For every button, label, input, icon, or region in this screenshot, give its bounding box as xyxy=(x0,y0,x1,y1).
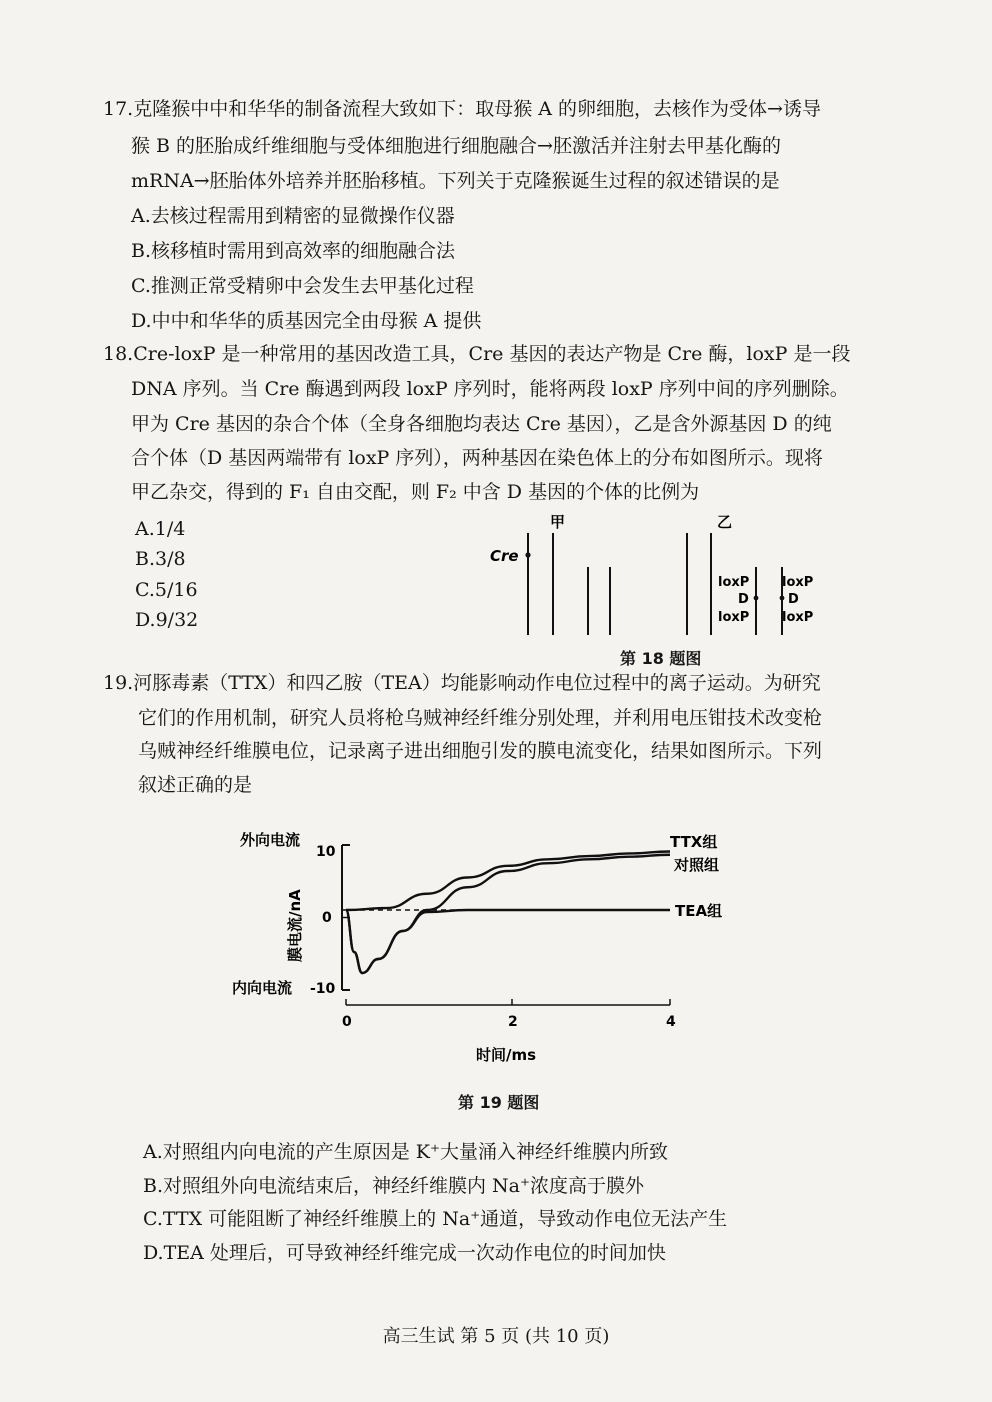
series-control-line xyxy=(346,855,670,973)
inward-current-label: 内向电流 xyxy=(232,979,293,997)
q19-current-chart xyxy=(220,820,760,1080)
y-tick-label-0: 0 xyxy=(322,910,332,926)
loxp-label-2: loxP xyxy=(718,610,750,625)
label-jia: 甲 xyxy=(550,513,566,531)
q17-option-b: B.核移植时需用到高效率的细胞融合法 xyxy=(131,240,456,262)
outward-current-label: 外向电流 xyxy=(240,831,301,849)
q18-figure-caption: 第 18 题图 xyxy=(620,649,702,668)
q17-stem-line2: 猴 B 的胚胎成纤维细胞与受体细胞进行细胞融合→胚激活并注射去甲基化酶的 xyxy=(131,135,781,157)
y-tick-label-10: 10 xyxy=(316,844,336,860)
q19-stem-line4: 叙述正确的是 xyxy=(138,774,253,796)
q19-option-d: D.TEA 处理后，可导致神经纤维完成一次动作电位的时间加快 xyxy=(143,1242,666,1264)
q18-stem-line1: 18.Cre-loxP 是一种常用的基因改造工具，Cre 基因的表达产物是 Cre 酶，loxP 是一段 xyxy=(103,343,851,365)
q18-option-a: A.1/4 xyxy=(135,518,186,540)
loxp-label-1: loxP xyxy=(718,575,750,590)
d-locus-dot-right xyxy=(780,596,785,601)
legend-control: 对照组 xyxy=(674,856,720,874)
label-cre: Cre xyxy=(490,547,519,565)
q19-option-b: B.对照组外向电流结束后，神经纤维膜内 Na⁺浓度高于膜外 xyxy=(143,1175,645,1197)
loxp-label-3: loxP xyxy=(782,575,814,590)
page-footer: 高三生试 第 5 页 (共 10 页) xyxy=(382,1326,610,1347)
q18-option-c: C.5/16 xyxy=(135,579,198,601)
q18-stem-line4: 合个体（D 基因两端带有 loxP 序列），两种基因在染色体上的分布如图所示。现将 xyxy=(131,447,823,469)
series-tea-line xyxy=(346,910,670,973)
x-tick-label-2: 2 xyxy=(508,1014,518,1030)
d-label-right: D xyxy=(788,592,799,607)
q17-option-a: A.去核过程需用到精密的显微操作仪器 xyxy=(131,205,455,227)
y-axis-title: 膜电流/nA xyxy=(286,889,304,962)
q19-option-c: C.TTX 可能阻断了神经纤维膜上的 Na⁺通道，导致动作电位无法产生 xyxy=(143,1208,728,1230)
loxp-label-4: loxP xyxy=(782,610,814,625)
d-label-left: D xyxy=(738,592,749,607)
q18-option-b: B.3/8 xyxy=(135,548,186,570)
q19-option-a: A.对照组内向电流的产生原因是 K⁺大量涌入神经纤维膜内所致 xyxy=(143,1141,669,1163)
q19-stem-line3: 乌贼神经纤维膜电位，记录离子进出细胞引发的膜电流变化，结果如图所示。下列 xyxy=(138,740,823,762)
chart-axes xyxy=(342,845,670,1005)
legend-tea: TEA组 xyxy=(675,902,723,920)
q18-stem-line5: 甲乙杂交，得到的 F₁ 自由交配，则 F₂ 中含 D 基因的个体的比例为 xyxy=(131,481,700,503)
d-locus-dot-left xyxy=(754,596,759,601)
x-tick-label-0: 0 xyxy=(342,1014,352,1030)
q17-stem-line3: mRNA→胚胎体外培养并胚胎移植。下列关于克隆猴诞生过程的叙述错误的是 xyxy=(131,170,780,192)
y-tick-label-neg10: -10 xyxy=(310,981,336,997)
q18-option-d: D.9/32 xyxy=(135,609,199,631)
q19-stem-line2: 它们的作用机制，研究人员将枪乌贼神经纤维分别处理，并利用电压钳技术改变枪 xyxy=(138,707,823,729)
series-layer xyxy=(346,852,670,974)
x-axis-title: 时间/ms xyxy=(476,1046,537,1064)
label-yi: 乙 xyxy=(717,513,733,531)
legend-ttx: TTX组 xyxy=(670,833,718,851)
q18-stem-line3: 甲为 Cre 基因的杂合个体（全身各细胞均表达 Cre 基因），乙是含外源基因 D 的纯 xyxy=(131,413,832,435)
q17-stem-line1: 17.克隆猴中中和华华的制备流程大致如下：取母猴 A 的卵细胞，去核作为受体→诱导 xyxy=(103,98,821,120)
series-ttx-line xyxy=(346,852,670,911)
x-tick-label-4: 4 xyxy=(666,1014,676,1030)
q19-stem-line1: 19.河豚毒素（TTX）和四乙胺（TEA）均能影响动作电位过程中的离子运动。为研究 xyxy=(103,672,821,694)
q19-figure-caption: 第 19 题图 xyxy=(458,1093,540,1112)
q17-option-d: D.中中和华华的质基因完全由母猴 A 提供 xyxy=(131,310,482,332)
q18-stem-line2: DNA 序列。当 Cre 酶遇到两段 loxP 序列时，能将两段 loxP 序列中间的序列删除。 xyxy=(131,378,849,400)
q17-option-c: C.推测正常受精卵中会发生去甲基化过程 xyxy=(131,275,474,297)
cre-locus-dot xyxy=(525,552,530,557)
q18-chromosome-figure xyxy=(480,505,840,645)
